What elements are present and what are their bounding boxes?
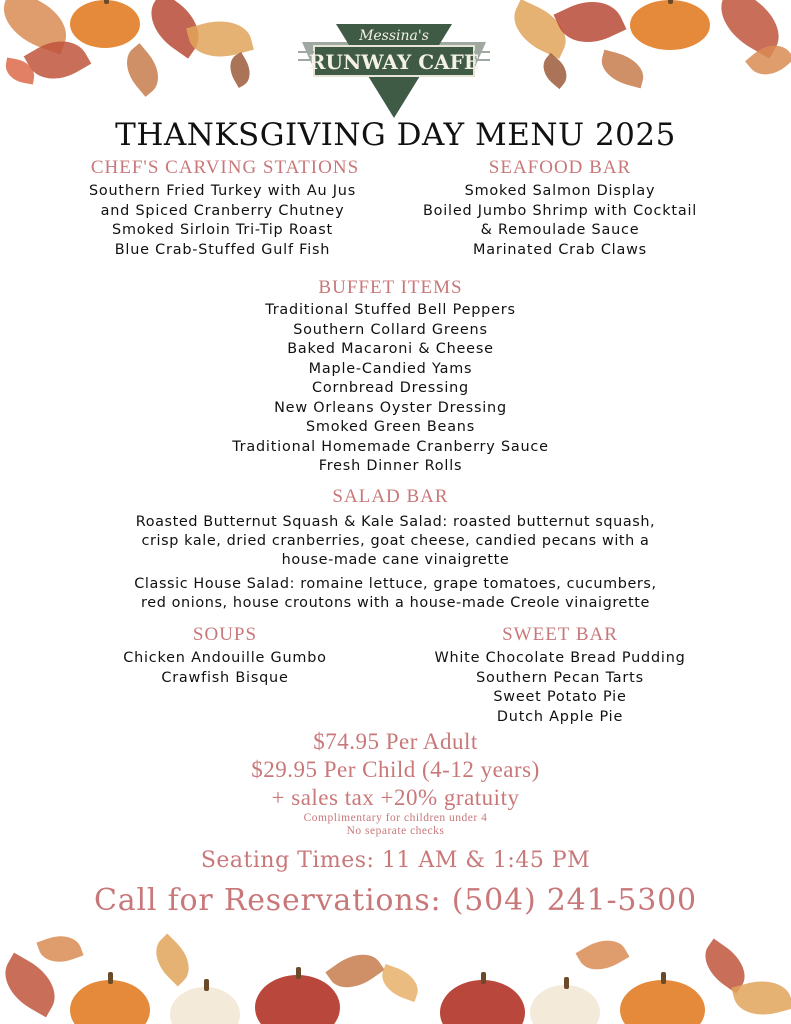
list-item: Boiled Jumbo Shrimp with Cocktail <box>422 202 698 219</box>
list-item: New Orleans Oyster Dressing <box>274 399 507 416</box>
seafood-list <box>395 182 725 260</box>
tax-gratuity: + sales tax +20% gratuity <box>271 785 520 810</box>
sweet-list <box>400 649 720 727</box>
seating-times: Seating Times: 11 AM & 1:45 PM <box>200 848 591 873</box>
list-item: Traditional Homemade Cranberry Sauce <box>232 438 549 455</box>
list-item: & Remoulade Sauce <box>480 222 640 238</box>
list-item: Smoked Sirloin Tri-Tip Roast <box>112 222 333 238</box>
runway-cafe-logo <box>296 12 492 120</box>
salad-line: red onions, house croutons with a house-made Creole vinaigrette <box>141 595 650 611</box>
list-item: Southern Pecan Tarts <box>476 669 644 686</box>
list-item: Chicken Andouille Gumbo <box>123 650 327 666</box>
seafood-heading: SEAFOOD BAR <box>488 157 632 178</box>
list-item: Crawfish Bisque <box>161 669 289 686</box>
list-item: Dutch Apple Pie <box>496 708 624 725</box>
salad-heading: SALAD BAR <box>332 486 449 507</box>
salad-line: Classic House Salad: romaine lettuce, grape tomatoes, cucumbers, <box>134 576 657 592</box>
carving-list <box>50 182 395 260</box>
sweet-heading: SWEET BAR <box>502 624 618 645</box>
salad-line: crisp kale, dried cranberries, goat cheese, candied pecans with a <box>141 533 650 549</box>
soups-heading: SOUPS <box>192 624 258 645</box>
top-left-foliage <box>0 0 270 110</box>
list-item: White Chocolate Bread Pudding <box>434 650 686 666</box>
buffet-heading: BUFFET ITEMS <box>318 277 463 298</box>
list-item: Sweet Potato Pie <box>493 689 627 705</box>
list-item: Traditional Stuffed Bell Peppers <box>265 302 516 318</box>
bottom-foliage <box>0 925 791 1024</box>
logo-script: Messina's <box>359 28 429 44</box>
list-item: Smoked Green Beans <box>305 419 476 435</box>
list-item: Smoked Salmon Display <box>464 183 656 199</box>
adult-price: $74.95 Per Adult <box>313 729 478 754</box>
list-item: Baked Macaroni & Cheese <box>287 341 494 357</box>
child-price: $29.95 Per Child (4-12 years) <box>251 757 540 782</box>
list-item: Southern Collard Greens <box>293 321 488 338</box>
complimentary-note: Complimentary for children under 4 <box>303 812 488 824</box>
reservations-phone: Call for Reservations: (504) 241-5300 <box>94 883 697 918</box>
list-item: Blue Crab-Stuffed Gulf Fish <box>114 241 331 258</box>
list-item: Maple-Candied Yams <box>308 360 473 377</box>
separate-checks-note: No separate checks <box>346 825 445 837</box>
list-item: Cornbread Dressing <box>312 380 469 396</box>
list-item: Southern Fried Turkey with Au Jus <box>88 183 357 199</box>
list-item: Marinated Crab Claws <box>473 241 647 258</box>
carving-heading: CHEF'S CARVING STATIONS <box>90 157 360 178</box>
menu-title: THANKSGIVING DAY MENU 2025 <box>115 117 676 153</box>
top-right-foliage <box>510 0 791 110</box>
salad-line: house-made cane vinaigrette <box>281 552 510 568</box>
salad-item-2 <box>0 575 791 613</box>
list-item: and Spiced Cranberry Chutney <box>100 202 345 219</box>
list-item: Fresh Dinner Rolls <box>318 458 463 474</box>
salad-line: Roasted Butternut Squash & Kale Salad: roasted butternut squash, <box>135 514 656 530</box>
buffet-list <box>0 301 781 477</box>
soups-list <box>100 649 350 688</box>
logo-name: RUNWAY CAFE <box>308 50 480 74</box>
salad-item-1 <box>0 513 791 570</box>
